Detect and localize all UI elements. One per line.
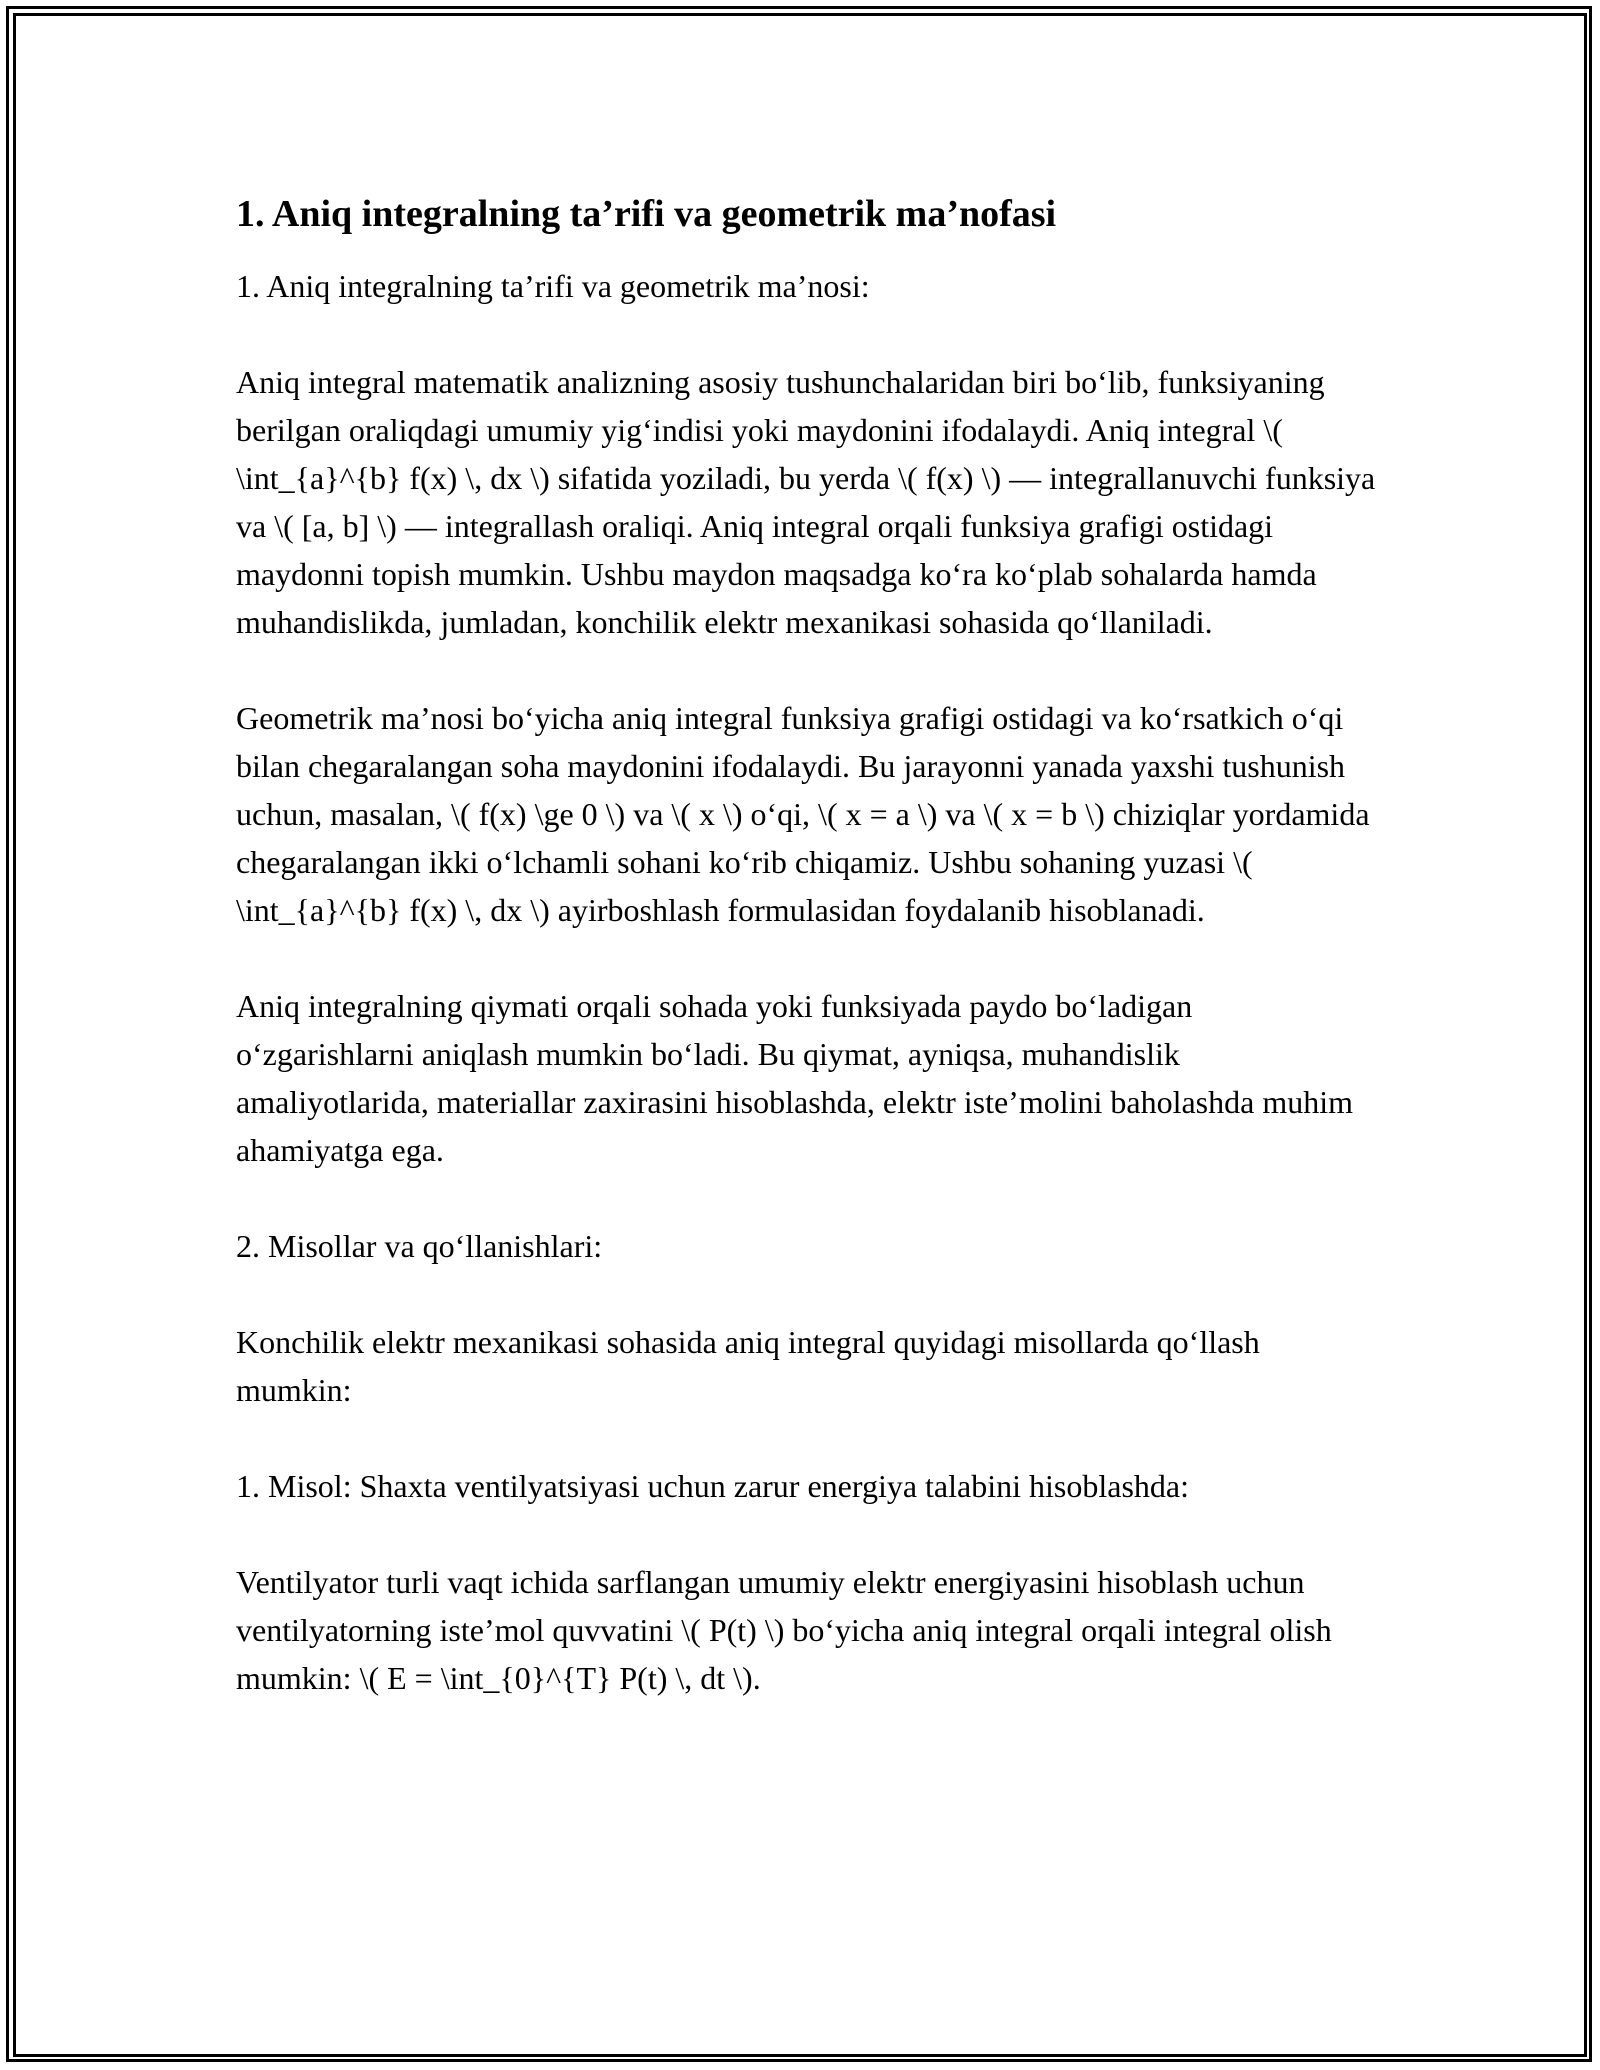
section-heading-examples: 2. Misollar va qo‘llanishlari: xyxy=(236,1228,603,1264)
section-heading-definition: 1. Aniq integralning ta’rifi va geometrik ma’nosi: xyxy=(236,268,870,304)
paragraph-examples-intro: Konchilik elektr mexanikasi sohasida aniq integral quyidagi misollarda qo‘llash mumkin: xyxy=(236,1324,1260,1408)
paragraph-geometric-meaning: Geometrik ma’nosi bo‘yicha aniq integral funksiya grafigi ostidagi va ko‘rsatkich o‘qi bilan chegaralangan soha maydonini ifodalaydi. Bu jarayonni yanada yaxshi tushunish uchun, masalan, \( f(x) \ge 0 \) va \( x \) o‘qi, \( x = a \) va \( x = b \) chiziqlar yordamida chegaralangan ikki o‘lchamli sohani ko‘rib chiqamiz. Ushbu sohaning yuzasi \( \int_{a}^{b} f(x) \, dx \) ayirboshlash formulasidan foydalanib hisoblanadi. xyxy=(236,700,1370,928)
example-heading-ventilation: 1. Misol: Shaxta ventilyatsiyasi uchun zarur energiya talabini hisoblashda: xyxy=(236,1468,1189,1504)
paragraph-definition: Aniq integral matematik analizning asosiy tushunchalaridan biri bo‘lib, funksiyaning berilgan oraliqdagi umumiy yig‘indisi yoki maydonini ifodalaydi. Aniq integral \( \int_{a}^{b} f(x) \, dx \) sifatida yoziladi, bu yerda \( f(x) \) — integrallanuvchi funksiya va \( [a, b] \) — integrallash oraliqi. Aniq integral orqali funksiya grafigi ostidagi maydonni topish mumkin. Ushbu maydon maqsadga ko‘ra ko‘plab sohalarda hamda muhandislikda, jumladan, konchilik elektr mexanikasi sohasida qo‘llaniladi. xyxy=(236,364,1376,640)
document-title: 1. Aniq integralning ta’rifi va geometrik ma’nofasi xyxy=(236,193,1057,235)
document-body xyxy=(236,190,1376,1750)
paragraph-ventilation-energy: Ventilyator turli vaqt ichida sarflangan umumiy elektr energiyasini hisoblash uchun ventilyatorning iste’mol quvvatini \( P(t) \) bo‘yicha aniq integral orqali integral olish mumkin: \( E = \int_{0}^{T} P(t) \, dt \). xyxy=(236,1564,1332,1696)
paragraph-value-significance: Aniq integralning qiymati orqali sohada yoki funksiyada paydo bo‘ladigan o‘zgarishlarni aniqlash mumkin bo‘ladi. Bu qiymat, ayniqsa, muhandislik amaliyotlarida, materiallar zaxirasini hisoblashda, elektr iste’molini baholashda muhim ahamiyatga ega. xyxy=(236,988,1353,1168)
